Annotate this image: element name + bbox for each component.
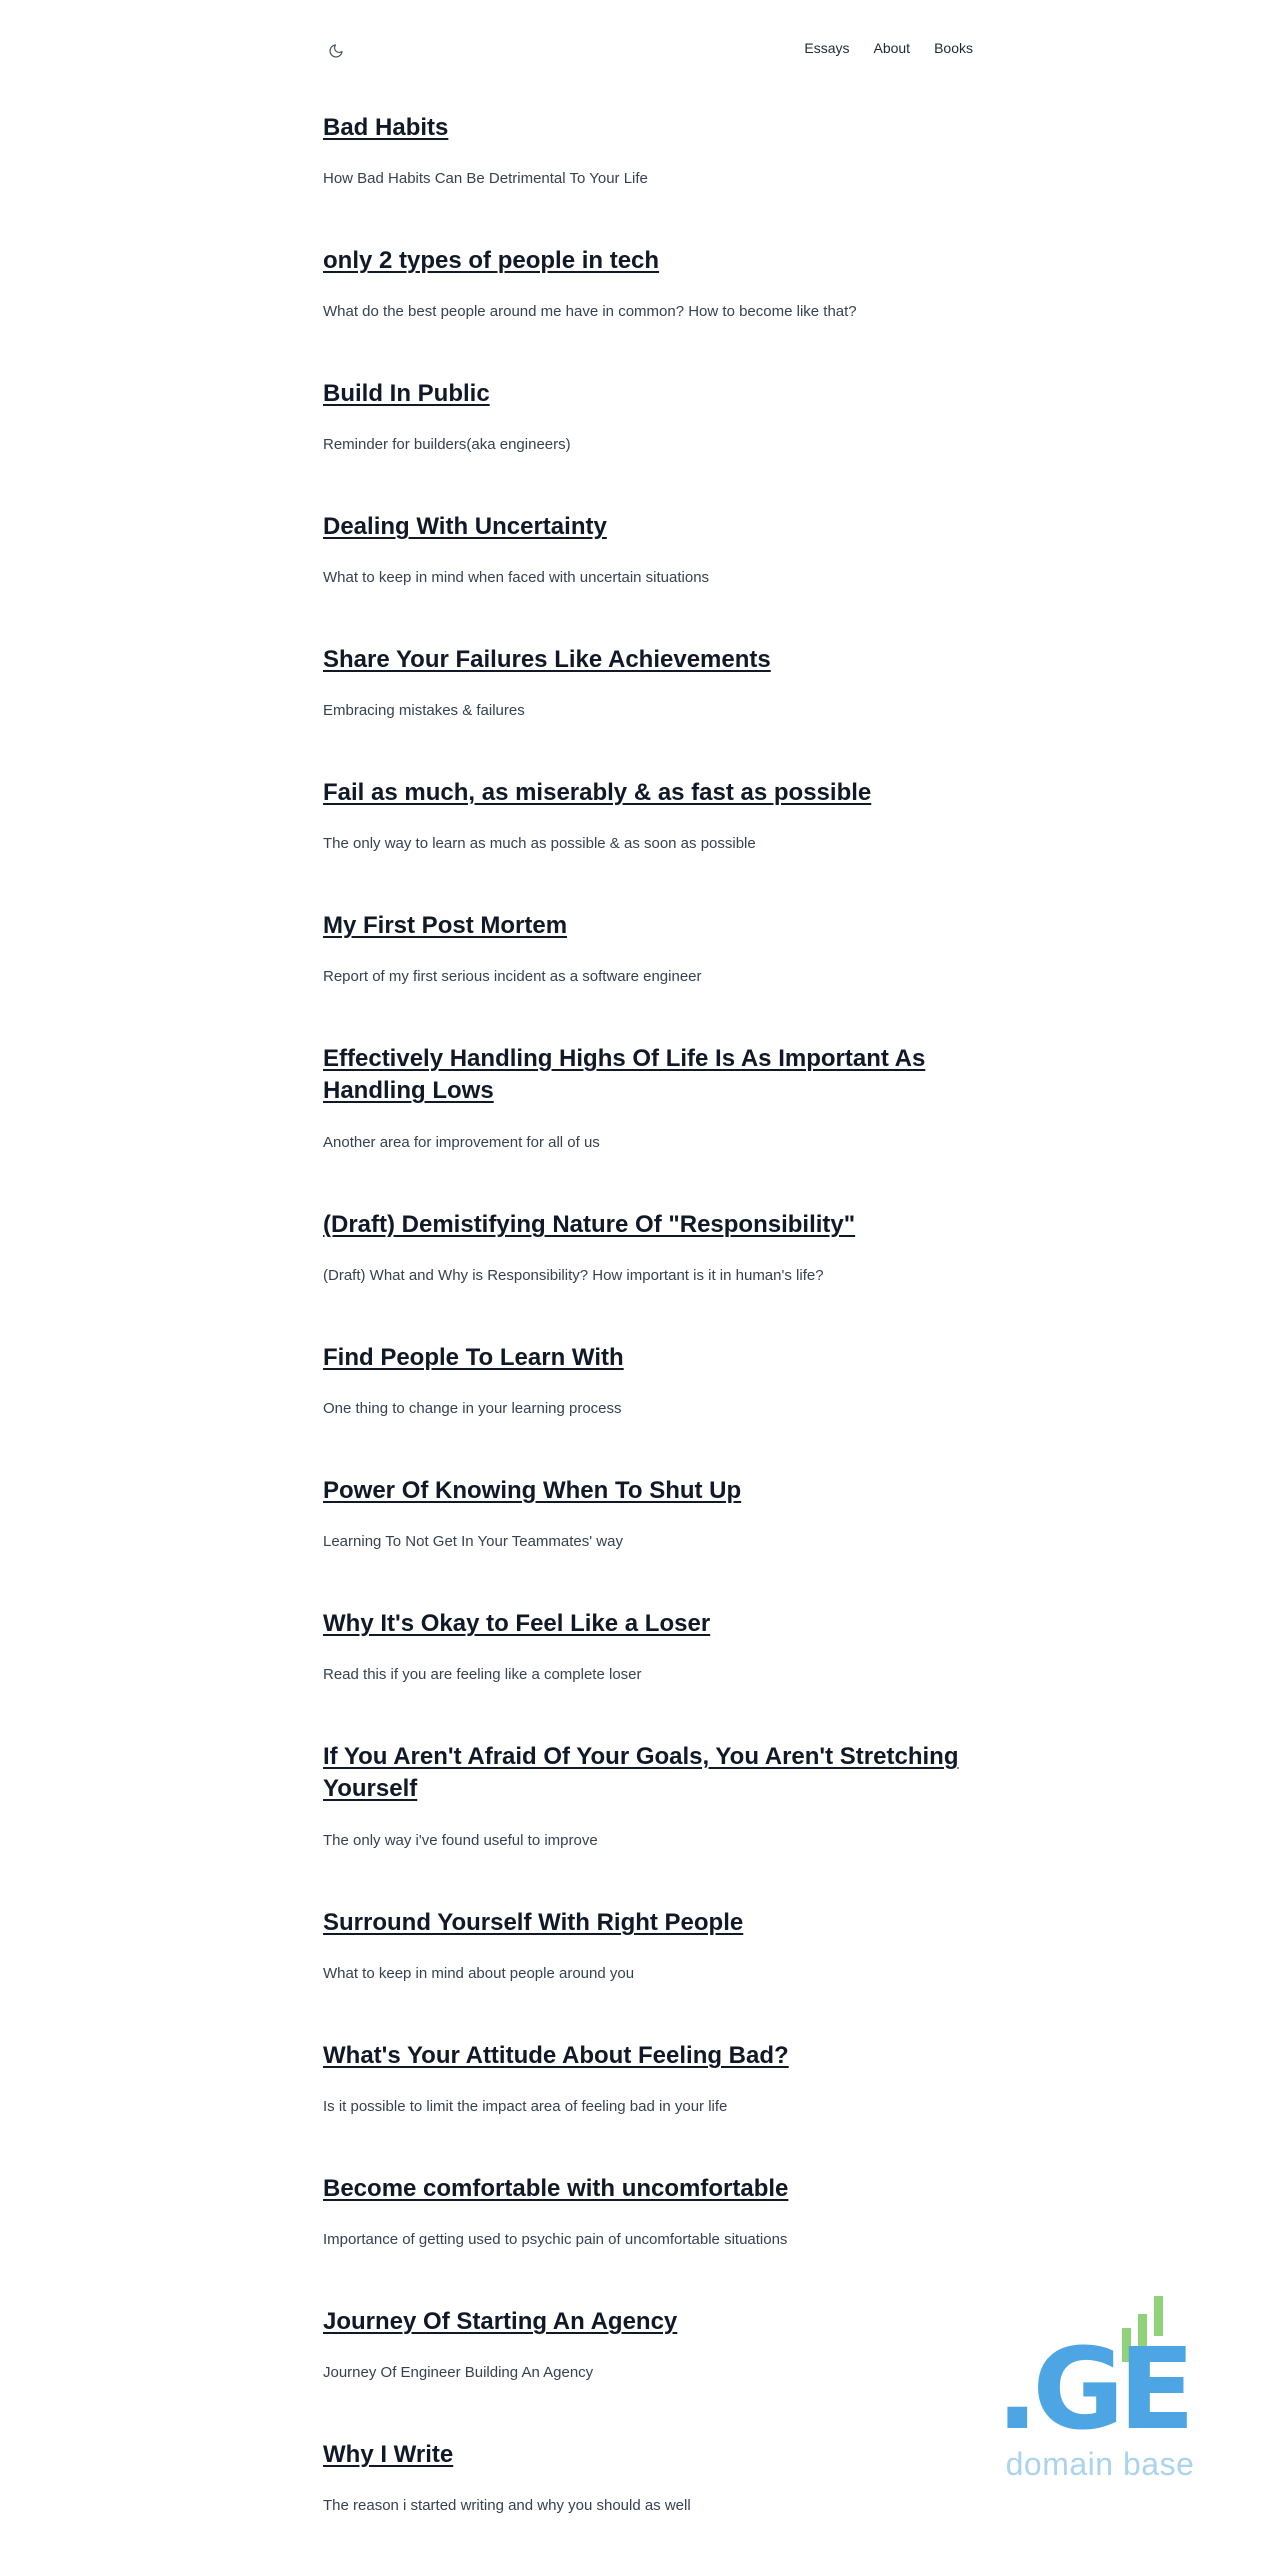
post-title-link[interactable]: (Draft) Demistifying Nature Of "Responsibility" <box>323 1211 856 1238</box>
nav-books[interactable]: Books <box>934 40 973 56</box>
watermark-logo-text: .GE <box>996 2325 1189 2438</box>
post-description: What to keep in mind when faced with uncertain situations <box>323 569 710 586</box>
post-title-link[interactable]: Find People To Learn With <box>323 1344 624 1371</box>
post-item <box>323 1467 973 1600</box>
post-title-link[interactable]: Fail as much, as miserably & as fast as possible <box>323 779 872 806</box>
moon-icon <box>328 43 344 59</box>
post-description: How Bad Habits Can Be Detrimental To Your Life <box>323 170 648 187</box>
post-item <box>323 1201 973 1334</box>
post-title-link[interactable]: Dealing With Uncertainty <box>323 513 607 540</box>
post-title-link[interactable]: Share Your Failures Like Achievements <box>323 646 771 673</box>
post-description: One thing to change in your learning process <box>323 1400 622 1417</box>
post-item <box>323 2165 973 2298</box>
post-description: Learning To Not Get In Your Teammates' way <box>323 1533 623 1550</box>
post-title-link[interactable]: Why It's Okay to Feel Like a Loser <box>323 1610 711 1637</box>
post-title-link[interactable]: Effectively Handling Highs Of Life Is As Important As Handling Lows <box>323 1045 926 1104</box>
post-description: Importance of getting used to psychic pain of uncomfortable situations <box>323 2231 788 2248</box>
post-description: Read this if you are feeling like a complete loser <box>323 1666 642 1683</box>
post-item <box>323 503 973 636</box>
post-item <box>323 2431 973 2564</box>
post-description: Another area for improvement for all of us <box>323 1134 600 1151</box>
post-item <box>323 237 973 370</box>
post-description: What do the best people around me have in common? How to become like that? <box>323 303 857 320</box>
post-description: Journey Of Engineer Building An Agency <box>323 2364 594 2381</box>
main-nav <box>804 40 973 56</box>
post-description: What to keep in mind about people around you <box>323 1965 635 1982</box>
post-item <box>323 104 973 237</box>
post-title-link[interactable]: Become comfortable with uncomfortable <box>323 2175 789 2202</box>
post-description: Reminder for builders(aka engineers) <box>323 436 571 453</box>
post-description: Is it possible to limit the impact area of feeling bad in your life <box>323 2098 728 2115</box>
post-item <box>323 769 973 902</box>
post-title-link[interactable]: only 2 types of people in tech <box>323 247 660 274</box>
nav-about[interactable]: About <box>873 40 911 56</box>
post-list <box>323 104 973 2564</box>
post-item <box>323 1733 973 1899</box>
post-title-link[interactable]: Bad Habits <box>323 114 449 141</box>
post-description: (Draft) What and Why is Responsibility? How important is it in human's life? <box>323 1267 824 1284</box>
post-title-link[interactable]: If You Aren't Afraid Of Your Goals, You Aren't Stretching Yourself <box>323 1743 959 1802</box>
theme-toggle-button[interactable] <box>323 38 349 64</box>
post-title-link[interactable]: Surround Yourself With Right People <box>323 1909 744 1936</box>
top-bar <box>323 0 973 104</box>
post-item <box>323 1600 973 1733</box>
post-item <box>323 370 973 503</box>
post-item <box>323 1334 973 1467</box>
post-title-link[interactable]: What's Your Attitude About Feeling Bad? <box>323 2042 789 2069</box>
post-description: The reason i started writing and why you should as well <box>323 2497 691 2514</box>
post-item <box>323 2298 973 2431</box>
post-item <box>323 636 973 769</box>
post-description: Report of my first serious incident as a software engineer <box>323 968 702 985</box>
post-title-link[interactable]: My First Post Mortem <box>323 912 568 939</box>
watermark-logo <box>996 2288 1206 2438</box>
post-description: The only way to learn as much as possible & as soon as possible <box>323 835 756 852</box>
nav-essays[interactable]: Essays <box>804 40 850 56</box>
post-item <box>323 1899 973 2032</box>
post-item <box>323 2032 973 2165</box>
post-title-link[interactable]: Journey Of Starting An Agency <box>323 2308 678 2335</box>
post-title-link[interactable]: Power Of Knowing When To Shut Up <box>323 1477 742 1504</box>
post-description: The only way i've found useful to improve <box>323 1832 598 1849</box>
page-container <box>323 0 973 2564</box>
post-item <box>323 1035 973 1201</box>
watermark-caption: domain base <box>1005 2446 1195 2482</box>
post-title-link[interactable]: Build In Public <box>323 380 490 407</box>
post-description: Embracing mistakes & failures <box>323 702 525 719</box>
post-item <box>323 902 973 1035</box>
post-title-link[interactable]: Why I Write <box>323 2441 454 2468</box>
domain-watermark <box>996 2288 1226 2488</box>
